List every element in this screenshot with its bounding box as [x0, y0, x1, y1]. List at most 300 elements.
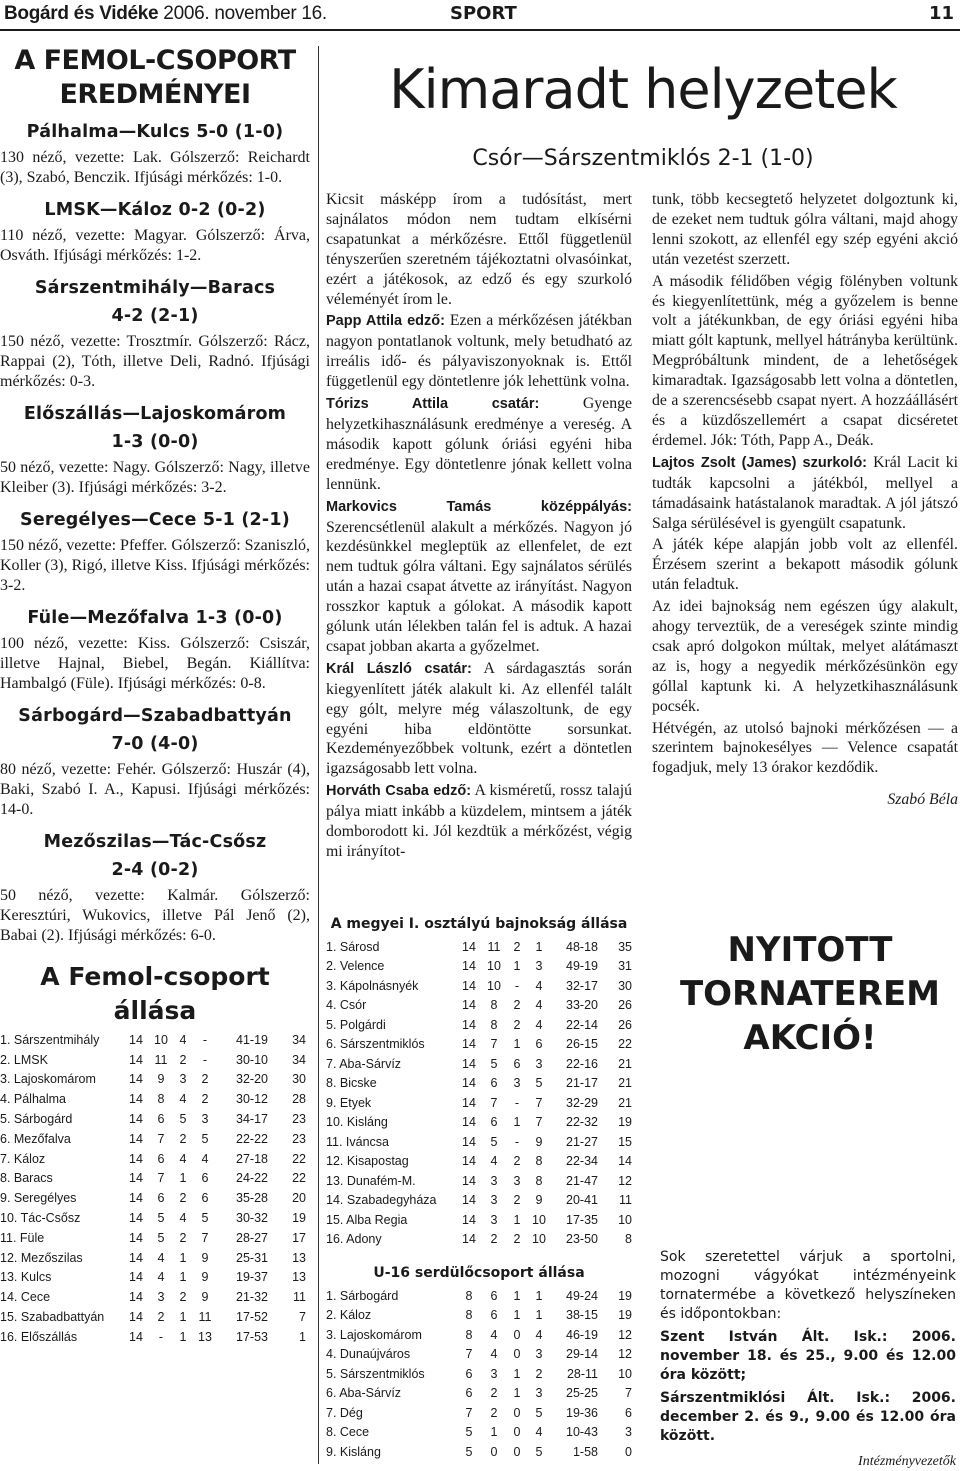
stat-cell: 5 [465, 1444, 473, 1459]
match-title [0, 118, 310, 146]
match-title [0, 604, 310, 632]
stat-cell: 2 [513, 939, 521, 954]
stat-cell: 41-19 [236, 1032, 268, 1047]
stat-cell: 2 [513, 1154, 521, 1169]
stat-cell: 4 [535, 1425, 543, 1440]
stat-cell: 22 [292, 1171, 306, 1186]
stat-cell: 14 [129, 1211, 143, 1226]
promo-signature: Intézményvezetők [858, 1454, 956, 1469]
match-details: 100 néző, vezette: Kiss. Gólszerző: Csiszár, illetve Hajnal, Biebel, Begán. Kiállítva: Hambalgó (Füle). Ifjúsági mérkőzés: 0-8. [0, 635, 310, 692]
stat-cell: 1 [513, 1386, 521, 1401]
match-title [0, 702, 310, 758]
table-row [326, 1191, 632, 1211]
article-byline: Szabó Béla [887, 791, 958, 809]
table-row [0, 1050, 306, 1070]
stat-cell: 21-47 [566, 1173, 598, 1188]
stat-cell: 6 [201, 1191, 209, 1206]
stat-cell: 21-27 [566, 1134, 598, 1149]
table-row [0, 1129, 306, 1149]
match-title-line: Sárszentmihály—Baracs [34, 278, 276, 298]
stat-cell: 49-24 [566, 1288, 598, 1303]
team-name-cell: 16. Adony [326, 1232, 382, 1247]
article-paragraph [326, 659, 632, 779]
stat-cell: 28-27 [236, 1230, 268, 1245]
stat-cell: 3 [490, 1193, 498, 1208]
stat-cell: 22-34 [566, 1154, 598, 1169]
table-row [326, 1054, 632, 1074]
match-title [0, 828, 310, 884]
team-name-cell: 4. Csór [326, 998, 367, 1013]
stat-cell: 1 [179, 1310, 187, 1325]
table-row [0, 1030, 306, 1050]
team-name-cell: 2. Velence [326, 959, 385, 974]
stat-cell: 6 [625, 1405, 632, 1420]
stat-cell: 26-15 [566, 1037, 598, 1052]
stat-cell: 7 [299, 1310, 306, 1325]
results-heading-line2: EREDMÉNYEI [59, 79, 251, 110]
team-name-cell: 3. Lajoskomárom [326, 1327, 422, 1342]
stat-cell: 21-32 [236, 1290, 268, 1305]
stat-cell: 14 [129, 1270, 143, 1285]
promo-headline [660, 928, 960, 1060]
stat-cell: 3 [490, 1366, 498, 1381]
table-row [326, 1325, 632, 1345]
stat-cell: 30-10 [236, 1052, 268, 1067]
stat-cell: 14 [129, 1052, 143, 1067]
stat-cell: 10 [487, 959, 501, 974]
stat-cell: 10 [487, 978, 501, 993]
stat-cell: 33-20 [566, 998, 598, 1013]
stat-cell: 14 [618, 1154, 632, 1169]
stat-cell: 9 [535, 1134, 543, 1149]
stat-cell: 8 [465, 1327, 473, 1342]
team-name-cell: 6. Sárszentmiklós [326, 1037, 425, 1052]
stat-cell: 2 [179, 1230, 187, 1245]
team-name-cell: 2. LMSK [0, 1052, 48, 1067]
stat-cell: 4 [490, 1347, 498, 1362]
stat-cell: 6 [513, 1056, 521, 1071]
stat-cell: 14 [129, 1329, 143, 1344]
stat-cell: 12 [618, 1347, 632, 1362]
stat-cell: 1 [513, 1308, 521, 1323]
team-name-cell: 1. Sárszentmihály [0, 1032, 100, 1047]
stat-cell: 3 [535, 1347, 543, 1362]
table-row [0, 1070, 306, 1090]
stat-cell: 17-53 [236, 1329, 268, 1344]
match-title-line: Mezőszilas—Tác-Csősz [43, 832, 267, 852]
match-report [0, 400, 310, 498]
stat-cell: 46-19 [566, 1327, 598, 1342]
stat-cell: 6 [490, 1115, 498, 1130]
stat-cell: 1 [535, 1308, 543, 1323]
stat-cell: 7 [157, 1171, 165, 1186]
match-report [0, 118, 310, 188]
stat-cell: 9 [201, 1290, 209, 1305]
femol-standings-title-line1: A Femol-csoport [40, 962, 270, 991]
team-name-cell: 7. Dég [326, 1405, 363, 1420]
stat-cell: 0 [490, 1444, 498, 1459]
article-paragraph [652, 597, 958, 716]
stat-cell: 30 [618, 978, 632, 993]
stat-cell: 14 [129, 1112, 143, 1127]
table-row [326, 1132, 632, 1152]
match-title [0, 274, 310, 330]
team-name-cell: 3. Kápolnásnyék [326, 978, 419, 993]
team-name-cell: 4. Pálhalma [0, 1092, 67, 1107]
table-row [326, 1152, 632, 1172]
stat-cell: 10 [618, 1366, 632, 1381]
megyei-standings-title: A megyei I. osztályú bajnokság állása [330, 916, 628, 932]
stat-cell: 7 [490, 1095, 498, 1110]
team-name-cell: 7. Aba-Sárvíz [326, 1056, 402, 1071]
stat-cell: 14 [129, 1290, 143, 1305]
stat-cell: 26 [618, 1017, 632, 1032]
stat-cell: - [202, 1032, 208, 1047]
team-name-cell: 15. Alba Regia [326, 1212, 408, 1227]
stat-cell: 2 [179, 1191, 187, 1206]
stat-cell: 14 [129, 1092, 143, 1107]
stat-cell: 14 [129, 1151, 143, 1166]
stat-cell: 3 [513, 1173, 521, 1188]
stat-cell: 14 [462, 1193, 476, 1208]
table-row [326, 996, 632, 1016]
stat-cell: 2 [513, 1193, 521, 1208]
stat-cell: 2 [535, 1366, 543, 1381]
stat-cell: 19-37 [236, 1270, 268, 1285]
team-name-cell: 11. Füle [0, 1230, 45, 1245]
stat-cell: 1 [179, 1329, 187, 1344]
stat-cell: 3 [535, 959, 543, 974]
stat-cell: 0 [513, 1327, 521, 1342]
stat-cell: 2 [513, 1017, 521, 1032]
stat-cell: 1 [513, 1037, 521, 1052]
article-paragraph [326, 190, 632, 309]
stat-cell: 8 [490, 998, 498, 1013]
paragraph-text: Az idei bajnokság nem egészen úgy alakult, ahogy terveztük, de a vereségek szinte mindig csak apró dolgokon múltak, melyet alátámaszt az is, hogy a negyedik mérkőzésünkön egy góllal kaptunk ki. A helyzetkihasználásunk pocsék. [652, 598, 958, 715]
team-name-cell: 5. Sárszentmiklós [326, 1366, 425, 1381]
match-title-line: Füle—Mezőfalva 1-3 (0-0) [27, 608, 283, 628]
team-name-cell: 8. Bicske [326, 1076, 377, 1091]
stat-cell: 14 [462, 1095, 476, 1110]
team-name-cell: 14. Cece [0, 1290, 51, 1305]
table-row [326, 1230, 632, 1250]
paragraph-text: tunk, több kecsegtető helyzetet dolgoztunk ki, de ezeket nem tudtuk gólra váltani, majd ahogy lenni szokott, az ellenfél egy szép egyéni akció után vezetést szerzett. [652, 191, 958, 268]
stat-cell: 32-17 [566, 978, 598, 993]
stat-cell: 14 [462, 1017, 476, 1032]
match-score-line: 1-3 (0-0) [111, 432, 199, 452]
stat-cell: 6 [465, 1386, 473, 1401]
stat-cell: 6 [490, 1076, 498, 1091]
section-label: SPORT [450, 3, 517, 24]
team-name-cell: 14. Szabadegyháza [326, 1193, 437, 1208]
stat-cell: 27-18 [236, 1151, 268, 1166]
table-row [0, 1327, 306, 1347]
match-report [0, 196, 310, 266]
stat-cell: 48-18 [566, 939, 598, 954]
speaker-name: Lajtos Zsolt (James) szurkoló: [652, 454, 868, 471]
megyei-standings-table [326, 937, 632, 1249]
stat-cell: 14 [129, 1171, 143, 1186]
stat-cell: 25-25 [566, 1386, 598, 1401]
table-row [326, 1286, 632, 1306]
stat-cell: 17-35 [566, 1212, 598, 1227]
table-row [326, 1074, 632, 1094]
stat-cell: 3 [535, 1386, 543, 1401]
stat-cell: 25-31 [236, 1250, 268, 1265]
stat-cell: 5 [179, 1112, 187, 1127]
match-score-line: 4-2 (2-1) [111, 306, 199, 326]
stat-cell: 14 [462, 1173, 476, 1188]
table-row [326, 1035, 632, 1055]
team-name-cell: 4. Dunaújváros [326, 1347, 411, 1362]
table-row [0, 1228, 306, 1248]
article-paragraph [326, 497, 632, 657]
stat-cell: 2 [201, 1072, 209, 1087]
article-column-2 [652, 190, 958, 810]
stat-cell: 10-43 [566, 1425, 598, 1440]
match-title-line: Seregélyes—Cece 5-1 (2-1) [20, 510, 290, 530]
stat-cell: 21-17 [566, 1076, 598, 1091]
stat-cell: 30-12 [236, 1092, 268, 1107]
match-report [0, 604, 310, 694]
stat-cell: 1 [513, 1212, 521, 1227]
stat-cell: 14 [462, 1076, 476, 1091]
stat-cell: - [514, 1134, 520, 1149]
stat-cell: 5 [535, 1444, 543, 1459]
header-rule [0, 29, 960, 31]
stat-cell: 6 [157, 1151, 165, 1166]
table-row [326, 1306, 632, 1326]
stat-cell: 7 [157, 1131, 165, 1146]
stat-cell: 5 [535, 1405, 543, 1420]
stat-cell: - [514, 978, 520, 993]
column-divider [318, 46, 319, 1464]
team-name-cell: 3. Lajoskomárom [0, 1072, 96, 1087]
match-details: 110 néző, vezette: Magyar. Gólszerző: Árva, Osváth. Ifjúsági mérkőzés: 1-2. [0, 227, 310, 264]
table-row [0, 1169, 306, 1189]
table-row [0, 1109, 306, 1129]
stat-cell: 4 [179, 1032, 187, 1047]
paragraph-text: Kicsit másképp írom a tudósítást, mert sajnálatos módon nem tudtam elkísérni csapatunkat a mérkőzésre. Ettől függetlenül tényszerűen szeretném tájékoztatni olvasóinkat, ezért a játékosok, az edző és egy szurkoló véleményét írom le. [326, 191, 632, 308]
stat-cell: 10 [618, 1212, 632, 1227]
table-row [326, 1015, 632, 1035]
table-row [326, 1403, 632, 1423]
team-name-cell: 7. Káloz [0, 1151, 46, 1166]
stat-cell: 14 [129, 1310, 143, 1325]
results-heading [0, 44, 310, 112]
promo-line3: AKCIÓ! [743, 1018, 877, 1058]
stat-cell: 6 [157, 1191, 165, 1206]
stat-cell: 34 [292, 1052, 306, 1067]
stat-cell: 12 [618, 1173, 632, 1188]
stat-cell: 29-14 [566, 1347, 598, 1362]
results-heading-line1: A FEMOL-CSOPORT [14, 45, 296, 76]
match-title [0, 196, 310, 224]
table-row [0, 1188, 306, 1208]
stat-cell: 30 [292, 1072, 306, 1087]
stat-cell: 0 [513, 1347, 521, 1362]
stat-cell: 8 [625, 1232, 632, 1247]
team-name-cell: 15. Szabadbattyán [0, 1310, 105, 1325]
match-details: 130 néző, vezette: Lak. Gólszerző: Reichardt (3), Szabó, Benczik. Ifjúsági mérkőzés: 1-0. [0, 149, 310, 186]
stat-cell: 0 [513, 1425, 521, 1440]
table-row [326, 1442, 632, 1462]
team-name-cell: 16. Előszállás [0, 1329, 78, 1344]
article-paragraph [326, 394, 632, 495]
promo-venue-2: Sárszentmiklósi Ált. Isk.: 2006. december 2. és 9., 9.00 és 12.00 óra között. [660, 1390, 956, 1444]
match-details: 50 néző, vezette: Kalmár. Gólszerző: Keresztúri, Wukovics, illetve Pál Jenő (2), Babai (2). Ifjúsági mérkőzés: 6-0. [0, 887, 310, 944]
match-title-line: Pálhalma—Kulcs 5-0 (1-0) [26, 122, 284, 142]
promo-text: Sok szeretettel várjuk a sportolni, mozogni vágyókat intézményeink tornatermébe a következő helyszíneken és időpontokban: [660, 1249, 956, 1322]
stat-cell: 4 [490, 1154, 498, 1169]
table-row [326, 1423, 632, 1443]
stat-cell: 7 [535, 1095, 543, 1110]
stat-cell: 5 [201, 1211, 209, 1226]
stat-cell: 10 [154, 1032, 168, 1047]
stat-cell: 1 [513, 1366, 521, 1381]
stat-cell: 2 [490, 1232, 498, 1247]
stat-cell: 23 [292, 1112, 306, 1127]
results-column [0, 44, 310, 1347]
stat-cell: 7 [201, 1230, 209, 1245]
paragraph-text: Gyenge helyzetkihasználásunk eredménye a vereség. A második kapott gólunk óriási egyéni hiba eredménye. Egy döntetlenre jónak kellett volna lennünk. [326, 395, 633, 493]
team-name-cell: 9. Kisláng [326, 1444, 381, 1459]
team-name-cell: 12. Kisapostag [326, 1154, 409, 1169]
stat-cell: 7 [625, 1386, 632, 1401]
stat-cell: 19 [618, 1288, 632, 1303]
article-paragraph [652, 535, 958, 595]
team-name-cell: 6. Aba-Sárvíz [326, 1386, 402, 1401]
article-subhead: Csór—Sárszentmiklós 2-1 (1-0) [472, 146, 814, 171]
stat-cell: - [514, 1095, 520, 1110]
table-row [0, 1089, 306, 1109]
stat-cell: 17-52 [236, 1310, 268, 1325]
stat-cell: 14 [129, 1072, 143, 1087]
stat-cell: 35 [618, 939, 632, 954]
stat-cell: 6 [535, 1037, 543, 1052]
stat-cell: 7 [465, 1405, 473, 1420]
stat-cell: 15 [618, 1134, 632, 1149]
stat-cell: 5 [535, 1076, 543, 1091]
stat-cell: 2 [179, 1290, 187, 1305]
stat-cell: 4 [535, 1327, 543, 1342]
table-row [326, 1364, 632, 1384]
stat-cell: 19 [618, 1115, 632, 1130]
stat-cell: 11 [293, 1290, 306, 1305]
article-paragraph [326, 781, 632, 862]
stat-cell: 28 [292, 1092, 306, 1107]
paragraph-text: Szerencsétlenül alakult a mérkőzés. Nagyon jó kezdésünkkel megleptük az ellenfelet, de ezt nem tudtuk gólra váltani. Egy sajnálatos sérülés után a hazai csapat átvette az irányítást. Nagyon rosszkor kaptuk a gólokat. A második kapott gólunk után lélekben talán fel is adtuk. A hazai csapat jobban akarta a győzelmet. [326, 518, 632, 655]
stat-cell: 34-17 [236, 1112, 268, 1127]
stat-cell: 21 [618, 1095, 632, 1110]
speaker-name: Horváth Csaba edző: [326, 783, 472, 800]
match-details: 50 néző, vezette: Nagy. Gólszerző: Nagy, illetve Kleiber (3). Ifjúsági mérkőzés: 3-2. [0, 459, 310, 496]
speaker-name: Král László csatár: [326, 660, 472, 677]
table-row [326, 1093, 632, 1113]
stat-cell: 1 [513, 1288, 521, 1303]
stat-cell: 14 [462, 1212, 476, 1227]
match-title-line: Sárbogárd—Szabadbattyán [18, 706, 292, 726]
stat-cell: 1 [299, 1329, 306, 1344]
stat-cell: 19 [618, 1308, 632, 1323]
stat-cell: 1 [513, 959, 521, 974]
stat-cell: 7 [535, 1115, 543, 1130]
stat-cell: 9 [535, 1193, 543, 1208]
table-row [326, 1210, 632, 1230]
stat-cell: 8 [465, 1288, 473, 1303]
paragraph-text: Král Lacit ki tudták kapcsolni a játékból, mellyel a támadásaink hatástalanok maradtak. A jól játszó Salga sérülésével is gyengült csapatunk. [652, 453, 958, 532]
article-paragraph [652, 453, 958, 534]
stat-cell: 14 [462, 1232, 476, 1247]
match-title [0, 400, 310, 456]
stat-cell: 1 [179, 1171, 187, 1186]
stat-cell: 20-41 [566, 1193, 598, 1208]
stat-cell: 4 [201, 1151, 209, 1166]
promo-info [660, 1248, 956, 1471]
table-row [0, 1248, 306, 1268]
paragraph-text: Hétvégén, az utolsó bajnoki mérkőzésen — a szerintem bajnokesélyes — Velence csapatát fogadjuk, mely 13 órakor kezdődik. [652, 719, 958, 777]
match-details: 80 néző, vezette: Fehér. Gólszerző: Huszár (4), Baki, Szabó I. A., Kapusi. Ifjúsági mérkőzés: 14-0. [0, 761, 310, 818]
team-name-cell: 5. Polgárdi [326, 1017, 386, 1032]
table-row [326, 957, 632, 977]
stat-cell: 14 [462, 1056, 476, 1071]
stat-cell: 14 [129, 1131, 143, 1146]
stat-cell: 5 [201, 1131, 209, 1146]
table-row [0, 1208, 306, 1228]
team-name-cell: 8. Baracs [0, 1171, 53, 1186]
stat-cell: 6 [465, 1366, 473, 1381]
stat-cell: 11 [619, 1193, 632, 1208]
match-details: 150 néző, vezette: Pfeffer. Gólszerző: Szaniszló, Koller (3), Rigó, illetve Kiss. Ifjúsági mérkőzés: 3-2. [0, 537, 310, 594]
stat-cell: 2 [201, 1092, 209, 1107]
stat-cell: 22 [292, 1151, 306, 1166]
paragraph-text: A második félidőben végig fölényben voltunk és kiegyenlítettünk, még a győzelem is benne volt a játékunkban, de egy óriási egyéni hiba miatt gólt kaptunk, mellyel hátrányba kerültünk. Megpróbáltunk mindent, de a lehetőségek kimaradtak. Igazságosabb lett volna a döntetlen, de a szerencsésebb csapat nyert. A hozzáállásért és a küzdőszellemért a csapat dicséretet érdemel. Jók: Tóth, Papp A., Deák. [652, 272, 958, 449]
stat-cell: 9 [157, 1072, 165, 1087]
table-row [326, 937, 632, 957]
paragraph-text: Ezen a mérkőzésen játékban nagyon pontatlanok voltunk, mely betudható az irreális idő- és pályaviszonyoknak is. Ettől függetlenül egy döntetlenre jók lehettünk volna. [326, 312, 633, 391]
stat-cell: 3 [513, 1076, 521, 1091]
stat-cell: 14 [129, 1250, 143, 1265]
stat-cell: 4 [157, 1250, 165, 1265]
stat-cell: 3 [179, 1072, 187, 1087]
stat-cell: 22 [618, 1037, 632, 1052]
stat-cell: 49-19 [566, 959, 598, 974]
match-report [0, 274, 310, 392]
stat-cell: 11 [487, 939, 501, 954]
match-report [0, 506, 310, 596]
stat-cell: 14 [462, 978, 476, 993]
team-name-cell: 6. Mezőfalva [0, 1131, 71, 1146]
stat-cell: 7 [490, 1037, 498, 1052]
stat-cell: 22-16 [566, 1056, 598, 1071]
stat-cell: 20 [292, 1191, 306, 1206]
match-score-line: 2-4 (0-2) [111, 860, 199, 880]
stat-cell: 32-20 [236, 1072, 268, 1087]
stat-cell: 4 [490, 1327, 498, 1342]
stat-cell: 21 [618, 1056, 632, 1071]
stat-cell: 14 [129, 1191, 143, 1206]
stat-cell: 6 [490, 1308, 498, 1323]
team-name-cell: 11. Iváncsa [326, 1134, 390, 1149]
table-row [326, 976, 632, 996]
stat-cell: 7 [465, 1347, 473, 1362]
team-name-cell: 13. Dunafém-M. [326, 1173, 416, 1188]
page-number: 11 [928, 3, 954, 24]
promo-line2: TORNATEREM [679, 974, 941, 1014]
stat-cell: 2 [157, 1310, 165, 1325]
stat-cell: 8 [535, 1154, 543, 1169]
stat-cell: 4 [179, 1151, 187, 1166]
